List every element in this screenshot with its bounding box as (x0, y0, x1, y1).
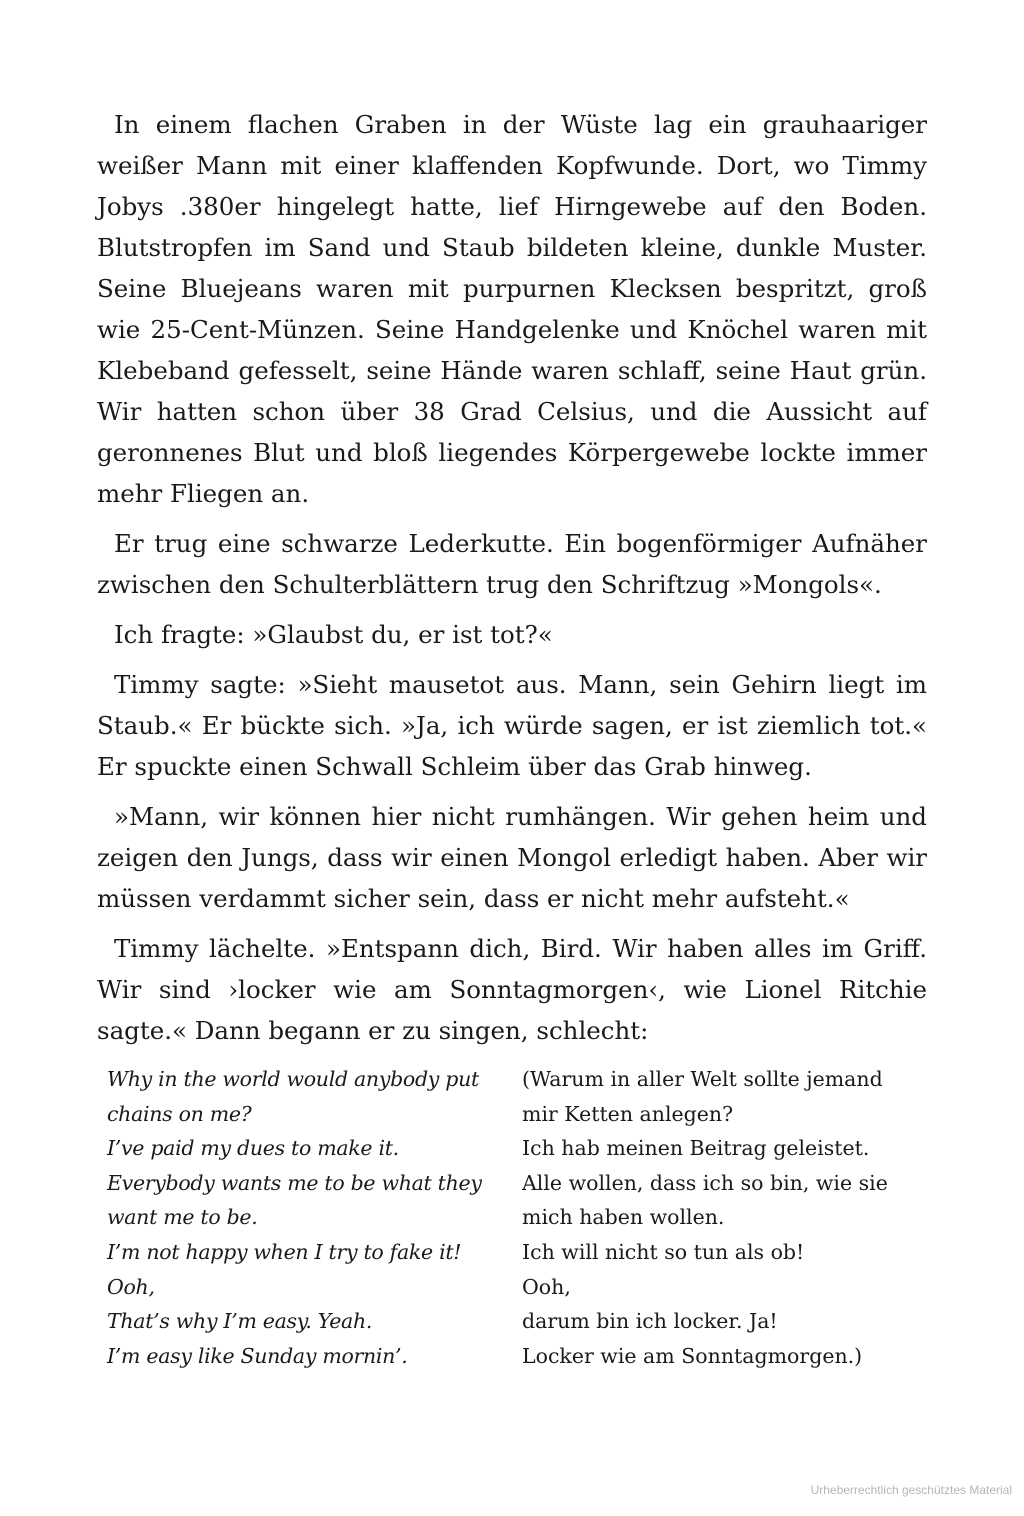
lyric-line: That’s why I’m easy. Yeah. (107, 1309, 373, 1334)
lyric-line: Alle wollen, dass ich so bin, wie sie (522, 1170, 888, 1195)
lyric-line: Why in the world would anybody put (107, 1067, 479, 1091)
paragraph: »Mann, wir können hier nicht rumhängen. Wir gehen heim und zeigen den Jungs, dass wir einen Mongol erledigt haben. Aber wir müssen verdammt sicher sein, dass er nicht mehr aufsteht.« (97, 802, 927, 913)
lyric-line: Ooh, (522, 1274, 571, 1299)
lyric-line: I’m easy like Sunday mornin’. (107, 1343, 408, 1368)
paragraph: Timmy lächelte. »Entspann dich, Bird. Wir haben alles im Griff. Wir sind ›locker wie am Sonntagmorgen‹, wie Lionel Ritchie sagte.« Dann begann er zu singen, schlecht: (97, 934, 927, 1045)
lyric-line: mir Ketten anlegen? (522, 1101, 734, 1126)
lyric-line: chains on me? (107, 1101, 252, 1126)
paragraph: Ich fragte: »Glaubst du, er ist tot?« (114, 620, 553, 649)
paragraph: In einem flachen Graben in der Wüste lag ein grauhaariger weißer Mann mit einer klaffenden Kopfwunde. Dort, wo Timmy Jobys .380er hingelegt hatte, lief Hirngewebe auf den Boden. Blutstropfen im Sand und Staub bildeten kleine, dunkle Muster. Seine Bluejeans waren mit purpurnen Klecksen bespritzt, groß wie 25-Cent-Münzen. Seine Handgelenke und Knöchel waren mit Klebeband gefesselt, seine Hände waren schlaff, seine Haut grün. Wir hatten schon über 38 Grad Celsius, und die Aussicht auf geronnenes Blut und bloß liegendes Körpergewebe lockte immer mehr Fliegen an. (97, 110, 927, 508)
lyric-line: darum bin ich locker. Ja! (522, 1309, 778, 1334)
paragraph: Er trug eine schwarze Lederkutte. Ein bogenförmiger Aufnäher zwischen den Schulterblättern trug den Schriftzug »Mongols«. (97, 529, 927, 599)
lyrics-german (522, 1062, 888, 1373)
lyric-line: I’m not happy when I try to fake it! (107, 1239, 462, 1264)
lyrics-english (107, 1062, 482, 1373)
paragraph: Timmy sagte: »Sieht mausetot aus. Mann, sein Gehirn liegt im Staub.« Er bückte sich. »Ja, ich würde sagen, er ist ziemlich tot.« Er spuckte einen Schwall Schleim über das Grab hinweg. (97, 670, 927, 781)
lyric-line: Ich will nicht so tun als ob! (522, 1239, 805, 1264)
lyric-line: Everybody wants me to be what they (107, 1170, 482, 1195)
body-text (97, 104, 927, 1060)
lyric-line: mich haben wollen. (522, 1205, 725, 1230)
lyric-line: Locker wie am Sonntagmorgen.) (522, 1343, 863, 1368)
lyric-line: I’ve paid my dues to make it. (107, 1136, 399, 1161)
lyric-line: Ich hab meinen Beitrag geleistet. (522, 1136, 870, 1161)
lyric-line: (Warum in aller Welt sollte jemand (522, 1067, 883, 1091)
lyric-line: want me to be. (107, 1205, 258, 1230)
lyric-line: Ooh, (107, 1274, 155, 1299)
copyright-watermark: Urheberrechtlich geschütztes Material (810, 1483, 1012, 1497)
